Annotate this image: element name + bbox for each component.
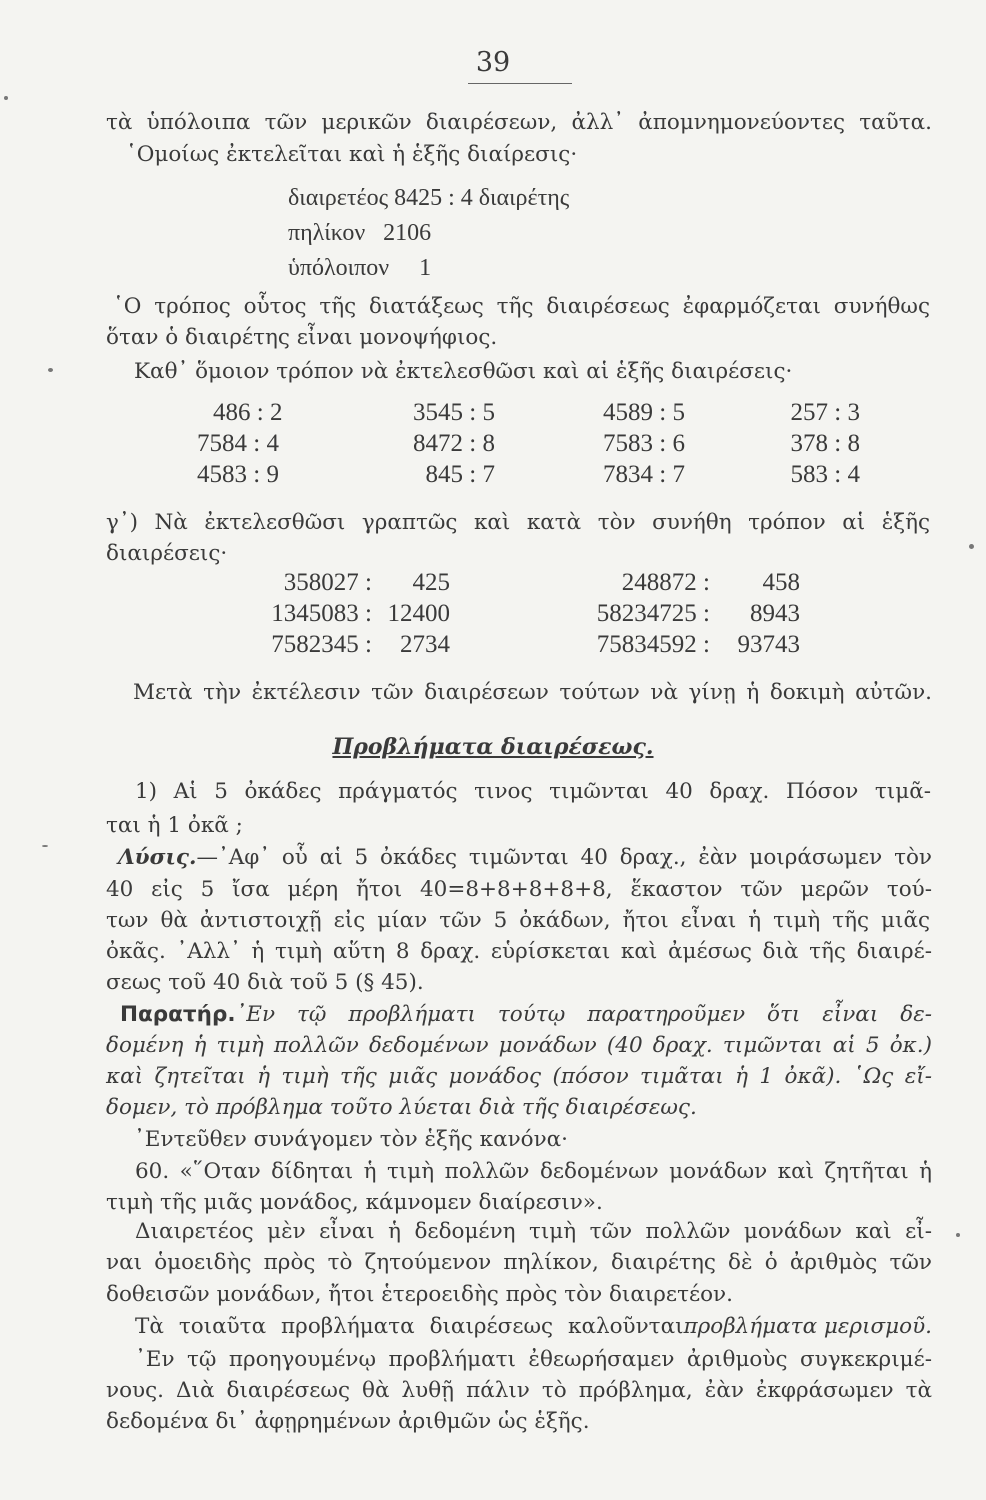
- division-divisor: 12400: [387, 600, 450, 627]
- division-divisor: 93743: [737, 631, 800, 658]
- text-line: ᾽Εν τῷ προηγουμένῳ προβλήματι ἐθεωρήσαμεν ἀριθμοὺς συγκεκριμέ-: [135, 1347, 932, 1372]
- solution-label: Λύσις.: [118, 845, 197, 870]
- example-dividend-line: διαιρετέος 8425 : 4 διαιρέτης: [288, 185, 570, 211]
- text-line: γ᾽) Νὰ ἐκτελεσθῶσι γραπτῶς καὶ κατὰ τὸν συνήθη τρόπον αἱ ἑξῆς: [106, 510, 930, 535]
- division-dividend: 58234725 :: [596, 600, 710, 627]
- remark-label: Παρατήρ.: [120, 1002, 236, 1027]
- text-line: Μετὰ τὴν ἐκτέλεσιν τῶν διαιρέσεων τούτων νὰ γίνῃ ἡ δοκιμὴ αὐτῶν.: [133, 680, 932, 705]
- division-divisor: 2734: [400, 631, 450, 658]
- division-dividend: 358027 :: [283, 569, 372, 596]
- text-line: Διαιρετέος μὲν εἶναι ἡ δεδομένη τιμὴ τῶν πολλῶν μονάδων καὶ εἶ-: [135, 1219, 932, 1244]
- rule-text: τιμὴ τῆς μιᾶς μονάδος, κάμνομεν διαίρεσιν».: [106, 1190, 603, 1215]
- remark-text: ᾽Εν τῷ προβλήματι τούτῳ παρατηροῦμεν ὅτι εἶναι δε-: [235, 1002, 932, 1027]
- division-dividend: 75834592 :: [596, 631, 710, 658]
- division-item: 378 : 8: [790, 430, 860, 457]
- text-line: ναι ὁμοειδὴς πρὸς τὸ ζητούμενον πηλίκον, διαιρέτης δὲ ὁ ἀριθμὸς τῶν: [106, 1250, 932, 1275]
- text-line: [135, 1312, 932, 1342]
- text-line: ᾽Εντεῦθεν συνάγομεν τὸν ἑξῆς κανόνα·: [134, 1127, 569, 1152]
- text-line: [120, 1000, 932, 1030]
- text-line: σεως τοῦ 40 διὰ τοῦ 5 (§ 45).: [106, 970, 424, 995]
- text-line: δεδομένα δι᾽ ἀφῃρημένων ἀριθμῶν ὡς ἑξῆς.: [106, 1409, 590, 1434]
- paper-speck: [42, 845, 48, 847]
- division-item: 257 : 3: [790, 399, 860, 426]
- paper-speck: [48, 368, 53, 372]
- division-item: 7834 : 7: [603, 461, 685, 488]
- example-remainder-line: ὑπόλοιπον 1: [288, 255, 432, 281]
- division-dividend: 7582345 :: [271, 631, 372, 658]
- text-line: ῾Ο τρόπος οὗτος τῆς διατάξεως τῆς διαιρέσεως ἐφαρμόζεται συνήθως: [113, 294, 930, 319]
- text-span: Τὰ τοιαῦτα προβλήματα διαιρέσεως καλοῦνται: [135, 1314, 684, 1339]
- division-divisor: 458: [762, 569, 800, 596]
- text-line: καὶ ζητεῖται ἡ τιμὴ τῆς μιᾶς μονάδος (πόσον τιμᾶται ἡ 1 ὀκᾶ). ῾Ως εἴ-: [106, 1064, 932, 1089]
- text-line: 40 εἰς 5 ἴσα μέρη ἤτοι 40=8+8+8+8+8, ἕκαστον τῶν μερῶν τού-: [106, 877, 932, 902]
- text-line: 1) Αἱ 5 ὀκάδες πράγματός τινος τιμῶνται 40 δραχ. Πόσον τιμᾶ-: [135, 779, 931, 804]
- division-item: 4583 : 9: [197, 461, 279, 488]
- text-line: τὰ ὑπόλοιπα τῶν μερικῶν διαιρέσεων, ἀλλ᾽ ἀπομνημονεύοντες ταῦτα.: [106, 110, 932, 135]
- division-dividend: 1345083 :: [271, 600, 372, 627]
- text-line: Καθ᾽ ὅμοιον τρόπον νὰ ἐκτελεσθῶσι καὶ αἱ ἑξῆς διαιρέσεις·: [134, 359, 793, 384]
- division-divisor: 425: [412, 569, 450, 596]
- division-item: 7583 : 6: [603, 430, 685, 457]
- text-line: των θὰ ἀντιστοιχῇ εἰς μίαν τῶν 5 ὀκάδων, ἤτοι εἶναι ἡ τιμὴ τῆς μιᾶς: [106, 908, 930, 933]
- division-item: 4589 : 5: [603, 399, 685, 426]
- division-item: 8472 : 8: [413, 430, 495, 457]
- division-item: 845 : 7: [425, 461, 495, 488]
- italic-term: προβλήματα μερισμοῦ.: [683, 1314, 932, 1339]
- text-line: διαιρέσεις·: [106, 541, 228, 566]
- solution-text: —᾽Αφ᾽ οὗ αἱ 5 ὀκάδες τιμῶνται 40 δραχ., ἐὰν μοιράσωμεν τὸν: [196, 845, 932, 870]
- text-line: ὀκᾶς. ᾽Αλλ᾽ ἡ τιμὴ αὕτη 8 δραχ. εὑρίσκεται καὶ ἀμέσως διὰ τῆς διαιρέ-: [106, 939, 932, 964]
- text-line: [118, 843, 932, 873]
- text-line: ται ἡ 1 ὀκᾶ ;: [106, 813, 243, 838]
- division-dividend: 248872 :: [621, 569, 710, 596]
- division-item: 3545 : 5: [413, 399, 495, 426]
- paper-speck: [956, 1233, 960, 1237]
- division-divisor: 8943: [750, 600, 800, 627]
- division-item: 7584 : 4: [197, 430, 279, 457]
- example-quotient-line: πηλίκον 2106: [288, 220, 432, 246]
- division-item: 583 : 4: [790, 461, 860, 488]
- text-line: δοθεισῶν μονάδων, ἤτοι ἑτεροειδὴς πρὸς τὸν διαιρετέον.: [106, 1282, 733, 1307]
- division-item: 486 : 2: [213, 399, 283, 426]
- text-line: νους. Διὰ διαιρέσεως θὰ λυθῇ πάλιν τὸ πρόβλημα, ἐὰν ἐκφράσωμεν τὰ: [106, 1378, 932, 1403]
- text-line: δομένη ἡ τιμὴ πολλῶν δεδομένων μονάδων (40 δραχ. τιμῶνται αἱ 5 ὀκ.): [106, 1033, 932, 1058]
- text-line: δομεν, τὸ πρόβλημα τοῦτο λύεται διὰ τῆς διαιρέσεως.: [106, 1095, 697, 1120]
- page-number-rule: [468, 83, 572, 84]
- paper-speck: [969, 544, 974, 549]
- text-line: ῾Ομοίως ἐκτελεῖται καὶ ἡ ἑξῆς διαίρεσις·: [126, 142, 578, 167]
- section-heading: Προβλήματα διαιρέσεως.: [332, 734, 654, 760]
- paper-speck: [4, 96, 8, 100]
- rule-text: 60. «῞Οταν δίδηται ἡ τιμὴ πολλῶν δεδομένων μονάδων καὶ ζητῆται ἡ: [135, 1159, 932, 1184]
- text-line: ὅταν ὁ διαιρέτης εἶναι μονοψήφιος.: [106, 325, 498, 350]
- page-number: 39: [475, 47, 511, 78]
